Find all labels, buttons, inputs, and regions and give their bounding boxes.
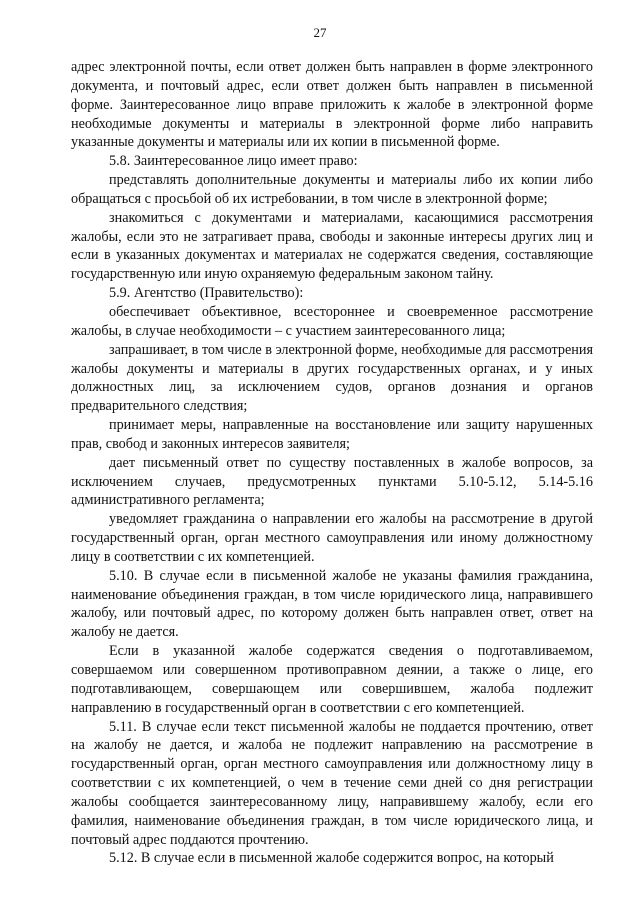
paragraph-5-12: 5.12. В случае если в письменной жалобе содержится вопрос, на который	[109, 850, 554, 867]
paragraph-5-11: 5.11. В случае если текст письменной жалобы не поддается прочтению, ответ на жалобу не дается, и жалоба не подлежит направлению на рассмотрение в государственный орган, орган местного самоуправления или должностному лицу в соответствии с их компетенцией, о чем в течение семи дней со дня регистрации жалобы сообщается заинтересованному лицу, направившему жалобу, если его фамилия, наименование объединения граждан, в том числе юридического лица, и почтовый адрес поддаются прочтению.	[71, 718, 593, 848]
paragraph-request-materials: запрашивает, в том числе в электронной форме, необходимые для рассмотрения жалобы документы и материалы в других государственных органах, и у иных должностных лиц, за исключением судов, органов дознания и органов предварительного следствия;	[71, 341, 593, 415]
paragraph-objective-review: обеспечивает объективное, всестороннее и своевременное рассмотрение жалобы, в случае необходимости – с участием заинтересованного лица;	[71, 303, 593, 339]
paragraph-review-materials-right: знакомиться с документами и материалами, касающимися рассмотрения жалобы, если это не затрагивает права, свободы и законные интересы других лиц и если в указанных документах и материалах не содержатся сведения, составляющие государственную или иную охраняемую федеральным законом тайну.	[71, 209, 593, 283]
paragraph-contact-requirements: адрес электронной почты, если ответ должен быть направлен в форме электронного документа, и почтовый адрес, если ответ должен быть направлен в письменной форме. Заинтересованное лицо вправе приложить к жалобе в электронной форме необходимые документы и материалы в электронной форме либо направить указанные документы и материалы или их копии в письменной форме.	[71, 59, 593, 151]
paragraph-notification: уведомляет гражданина о направлении его жалобы на рассмотрение в другой государственный орган, орган местного самоуправления или иному должностному лицу в соответствии с их компетенцией.	[71, 511, 593, 565]
document-body	[71, 58, 593, 868]
paragraph-unlawful-act-info: Если в указанной жалобе содержатся сведения о подготавливаемом, совершаемом или совершенном противоправном деянии, а также о лице, его подготавливающем, совершающем или совершившем, жалоба подлежит направлению в государственный орган в соответствии с его компетенцией.	[71, 643, 593, 716]
paragraph-written-response: дает письменный ответ по существу поставленных в жалобе вопросов, за исключением случаев, предусмотренных пунктами 5.10-5.12, 5.14-5.16 административного регламента;	[71, 454, 593, 509]
paragraph-5-9-heading: 5.9. Агентство (Правительство):	[109, 285, 304, 302]
paragraph-5-10: 5.10. В случае если в письменной жалобе не указаны фамилия гражданина, наименование объединения граждан, в том числе юридического лица, направившего жалобу, или почтовый адрес, по которому должен быть направлен ответ, ответ на жалобу не дается.	[71, 567, 593, 641]
paragraph-5-8-heading: 5.8. Заинтересованное лицо имеет право:	[109, 153, 358, 170]
page-number: 27	[313, 25, 327, 40]
paragraph-submit-documents-right: представлять дополнительные документы и материалы либо их копии либо обращаться с просьбой об их истребовании, в том числе в электронной форме;	[71, 172, 593, 207]
paragraph-restoration-measures: принимает меры, направленные на восстановление или защиту нарушенных прав, свобод и законных интересов заявителя;	[71, 417, 593, 452]
